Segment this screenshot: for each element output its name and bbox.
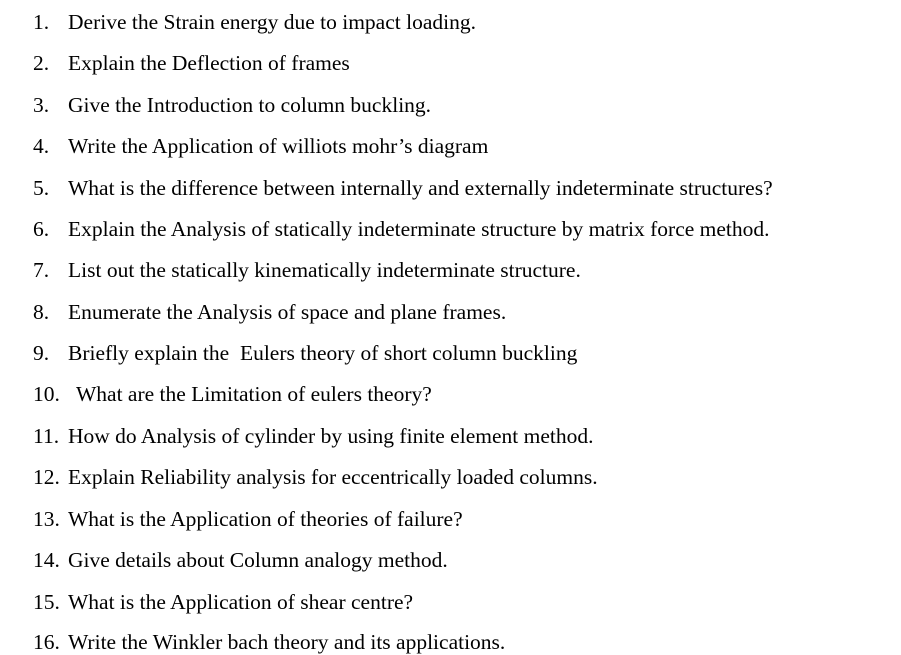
question-item-2: [33, 50, 350, 76]
question-number: 11.: [33, 424, 60, 448]
question-number: 10.: [33, 382, 60, 406]
question-number: 14.: [33, 548, 60, 572]
question-number: 5.: [33, 176, 50, 200]
question-item-6: [33, 216, 770, 242]
question-number: 2.: [33, 51, 50, 75]
question-text: What is the Application of shear centre?: [68, 590, 414, 614]
question-item-7: [33, 257, 581, 283]
question-text: What are the Limitation of eulers theory?: [76, 382, 432, 406]
question-item-13: [33, 506, 463, 532]
question-number: 7.: [33, 258, 50, 282]
question-number: 9.: [33, 341, 50, 365]
question-item-5: [33, 175, 773, 201]
question-item-8: [33, 299, 506, 325]
question-text: How do Analysis of cylinder by using finite element method.: [68, 424, 594, 448]
question-item-3: [33, 92, 431, 118]
question-number: 6.: [33, 217, 50, 241]
question-number: 13.: [33, 507, 60, 531]
question-item-4: [33, 133, 488, 159]
question-text: Explain Reliability analysis for eccentrically loaded columns.: [68, 465, 598, 489]
question-item-16: [33, 629, 505, 655]
question-text: Write the Application of williots mohr’s diagram: [68, 134, 489, 158]
question-text: What is the difference between internally and externally indeterminate structures?: [68, 176, 773, 200]
question-item-15: [33, 589, 413, 615]
question-number: 3.: [33, 93, 50, 117]
question-number: 12.: [33, 465, 60, 489]
question-text: Briefly explain the Eulers theory of short column buckling: [68, 341, 578, 365]
question-item-1: [33, 9, 476, 35]
question-item-12: [33, 464, 598, 490]
question-text: Write the Winkler bach theory and its applications.: [68, 630, 506, 654]
question-item-14: [33, 547, 448, 573]
question-number: 16.: [33, 630, 60, 654]
question-text: Derive the Strain energy due to impact loading.: [68, 10, 476, 34]
question-number: 1.: [33, 10, 50, 34]
question-number: 4.: [33, 134, 50, 158]
question-text: Give the Introduction to column buckling.: [68, 93, 432, 117]
question-text: Give details about Column analogy method.: [68, 548, 448, 572]
question-text: Enumerate the Analysis of space and plane frames.: [68, 300, 507, 324]
question-text: What is the Application of theories of failure?: [68, 507, 463, 531]
question-item-10: [33, 381, 432, 407]
question-item-9: [33, 340, 577, 366]
question-number: 8.: [33, 300, 50, 324]
question-number: 15.: [33, 590, 60, 614]
question-text: Explain the Analysis of statically indeterminate structure by matrix force method.: [68, 217, 770, 241]
question-text: List out the statically kinematically indeterminate structure.: [68, 258, 581, 282]
question-item-11: [33, 423, 593, 449]
question-text: Explain the Deflection of frames: [68, 51, 350, 75]
